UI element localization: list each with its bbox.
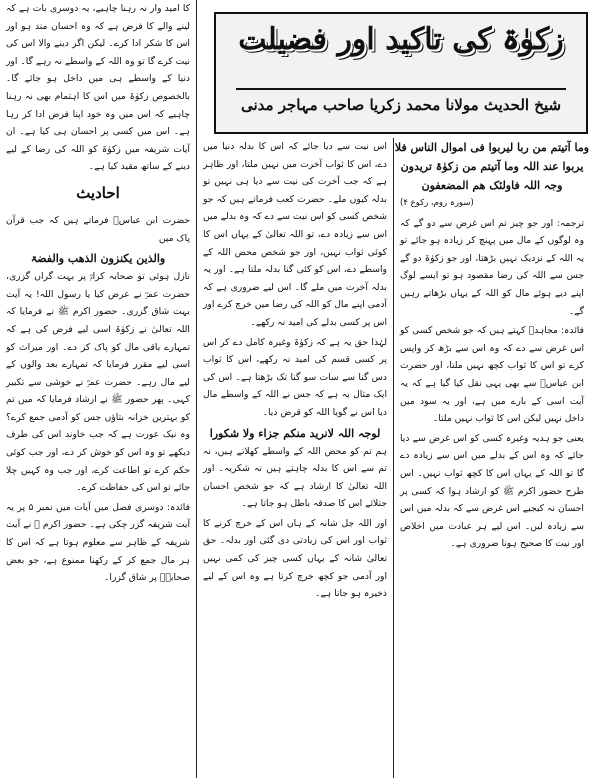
page-title: زکوٰۃ کی تاکید اور فضیلت [238, 22, 564, 57]
right-column [394, 138, 590, 778]
middle-arabic-quote: لوجہ اللہ لانرید منکم جزاء ولا شکورا [209, 426, 381, 440]
hadith-paragraph-2: نازل ہوئی تو صحابہ کرامؓ پر بہت گراں گزری، حضرت عمرؓ نے عرض کیا یا رسول اللہ! یہ آیت بہت شاق گزری۔ حضور اکرم ﷺ نے فرمایا کہ اللہ تعالیٰ نے زکوٰۃ اسی لیے فرض کی ہے کہ تمہارے باقی مال کو پاک کر دے۔ اور میراث کو اسی لیے مقرر فرمایا کہ تمہارے بعد والوں کے لیے مال رہے۔ حضرت عمرؓ نے خوشی سے تکبیر کہی۔ پھر حضور ﷺ نے ارشاد فرمایا کہ میں تم کو بہترین خزانہ بتاؤں جس کو آدمی جمع کرے؟ وہ نیک عورت ہے کہ جب خاوند اس کی طرف دیکھے تو وہ اس کو خوش کر دے، اور جب کوئی حکم کرے تو اطاعت کرے، اور جب وہ کہیں چلا جائے تو اس کی حفاظت کرے۔ [6, 271, 190, 494]
title-box [214, 12, 588, 134]
hadith-paragraph-1: حضرت ابن عباسؓ فرماتے ہیں کہ جب قرآن پاک میں [6, 214, 190, 244]
middle-paragraph-2: لہٰذا حق یہ ہے کہ زکوٰۃ وغیرہ کامل دے کر اس پر کسی قسم کی امید نہ رکھے، اس کا ثواب دس گنا سے سات سو گنا تک بڑھتا ہے۔ اس کی ایک مثال یہ ہے کہ جس نے اللہ کے واسطے مال دیا اس نے گویا اللہ کو قرض دیا۔ [203, 336, 387, 418]
middle-paragraph-4: اور اللہ جل شانہ کے ہاں اس کے خرچ کرنے کا ثواب اور اس کی زیادتی دی گئی اور بدلہ۔ حق تعالیٰ شانہ کے یہاں کسی چیز کی کمی نہیں اور آدمی جو کچھ خرچ کرتا ہے وہ اس کے لیے ذخیرہ ہو جاتا ہے۔ [203, 517, 387, 600]
middle-paragraph-1: اس نیت سے دیا جائے کہ اس کا بدلہ دنیا میں دے، اس کا ثواب آخرت میں نہیں ملتا، اور ظاہر ہے کہ جب آخرت کی نیت سے دیا ہی نہیں تو بدلہ کیوں ملے۔ حضرت کعب فرماتے ہیں کہ جو شخص کسی کو اس نیت سے دے کہ وہ بدلے میں اس سے زیادہ دے، تو اللہ تعالیٰ کے یہاں اس کا کوئی ثواب نہیں، اور جو شخص محض اللہ کے واسطے دے، اس کو کئی گنا بدلہ ملتا ہے۔ اور یہ بدلہ آخرت میں ملے گا۔ اس لیے ضروری ہے کہ آدمی اپنے مال کو اللہ کی رضا میں خرچ کرے اور اس پر کسی بدلے کی امید نہ رکھے۔ [203, 141, 387, 328]
hadith-arabic-quote: والذین یکنزون الذھب والفضۃ [30, 252, 166, 266]
section-heading-ahadith: احادیث [76, 183, 120, 202]
middle-column [197, 138, 394, 778]
quran-verse: وما آتیتم من ربا لیربوا فی اموال الناس فلا یربوا عند اللہ وما آتیتم من زکوٰۃ تریدون وجہ اللہ فاولئک ھم المضعفون [394, 141, 590, 192]
title-divider [236, 88, 566, 90]
right-paragraph-1: ترجمہ: اور جو چیز تم اس غرض سے دو گے کہ وہ لوگوں کے مال میں پہنچ کر زیادہ ہو جائے تو یہ اللہ کے نزدیک نہیں بڑھتا، اور جو زکوٰۃ دو گے جس سے اللہ کی رضا مقصود ہو تو ایسے لوگ اپنے دیے ہوئے مال کو اللہ کے یہاں بڑھاتے رہیں گے۔ [400, 217, 584, 317]
middle-paragraph-3: ہم تم کو محض اللہ کے واسطے کھلاتے ہیں، نہ تم سے اس کا بدلہ چاہتے ہیں نہ شکریہ۔ اور اللہ تعالیٰ کا ارشاد ہے کہ جو شخص احسان جتلائے اس کا صدقہ باطل ہو جاتا ہے۔ [203, 445, 387, 510]
left-paragraph-1: کا امید وار نہ رہنا چاہیے، یہ دوسری بات ہے کہ لینے والے کا فرض ہے کہ وہ احسان مند ہو اور اس کا شکر ادا کرے۔ لیکن اگر دینے والا اس کی نیت کرے گا تو وہ اللہ کے واسطے نہ رہے گا۔ اور دنیا کے واسطے ہی میں داخل ہو جائے گا۔ بالخصوص زکوٰۃ میں اس کا اہتمام بھی نہ رہنا چاہیے کہ اس میں وہ خود اپنا فرض ادا کر رہا ہے۔ اس میں کسی پر احسان ہی کیا ہے۔ ان آیات شریفہ میں زکوٰۃ کو اللہ کی رضا کے لیے دینے کے ساتھ مقید کیا ہے۔ [6, 3, 190, 173]
right-paragraph-3: یعنی جو ہدیہ وغیرہ کسی کو اس غرض سے دیا جائے کہ وہ اس کے بدلے میں اس سے زیادہ دے گا تو اللہ کے یہاں اس کا کچھ ثواب نہیں۔ اس طرح حضور اکرم ﷺ کو ارشاد ہوا کہ کسی پر احسان نہ کیجیے اس غرض سے کہ بدلہ میں اس سے زیادہ لیں۔ اس لیے ہر عبادت میں اخلاص اور نیت کا صحیح ہونا ضروری ہے۔ [400, 432, 584, 550]
right-paragraph-2: فائدہ: مجاہدؒ کہتے ہیں کہ جو شخص کسی کو اس غرض سے دے کہ وہ اس سے بڑھ کر واپس کرے تو اس کا ثواب کچھ نہیں ملتا، اور حضرت ابن عباسؓ سے بھی یہی نقل کیا گیا ہے کہ یہ آیت اسی کے بارے میں ہے، اور یہ سود میں داخل نہیں لیکن اس کا ثواب نہیں ملتا۔ [400, 325, 584, 425]
verse-reference: (سورہ روم، رکوع ۴) [400, 198, 474, 208]
left-column [0, 0, 197, 778]
hadith-paragraph-3: فائدہ: دوسری فصل میں آیات میں نمبر ۵ پر یہ آیت شریفہ گزر چکی ہے۔ حضور اکرم ﷺ نے آیت شریفہ کے ظاہر سے معلوم ہوتا ہے کہ اس کا ہر مال جمع کر کے رکھنا ممنوع ہے، جو بعض صحابہؓ پر شاق گزرا۔ [6, 501, 190, 584]
author-byline: شیخ الحدیث مولانا محمد زکریا صاحب مہاجر مدنی [240, 96, 562, 114]
